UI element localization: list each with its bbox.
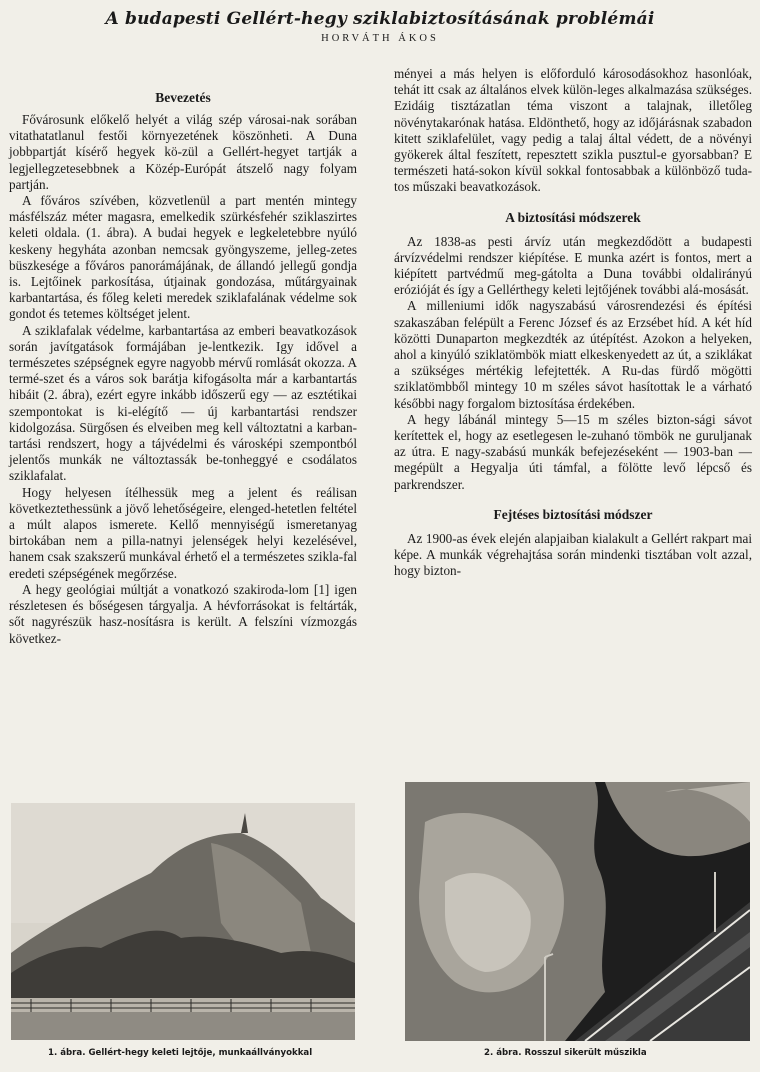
figure-1-caption: 1. ábra. Gellért-hegy keleti lejtője, munkaállványokkal [48, 1048, 313, 1058]
author-name: HORVÁTH ÁKOS [321, 33, 439, 44]
article-title: A budapesti Gellért-hegy sziklabiztosításának problémái [105, 9, 655, 29]
paragraph: A milleniumi idők nagyszabású városrendezési és építési szakaszában felépült a Ferenc József és az Erzsébet híd. A két híd közötti Dunaparton megkezdték az útépítést. Azokon a helyeken, ahol a kinyúló sziklatömbök miatt elkeskenyedett az út, a sziklákat a szükséges mértékig lefejtették. A Ru-das fürdő mögötti sziklatömbből mintegy 10 m széles sávot hasítottak le a várható későbbi nagy forgalom biztosítása érdekében. [394, 298, 752, 411]
section-heading-intro: Bevezetés [155, 90, 211, 105]
figure-2-photo [405, 782, 750, 1041]
right-column [394, 66, 752, 579]
paragraph-continued: ményei a más helyen is előforduló károsodásokhoz hasonlóak, tehát itt csak az általános elvek külön-leges alkalmazása szükséges. Ezidáig tisztázatlan téma viszont a talajnak, illetőleg növénytakarónak hatása. Eldönthető, hogy az időjárásnak szabadon kitett sziklafelület, vagy pedig a talaj által védett, de a növényi gyökerek által feszített, repesztett szikla pusztul-e gyorsabban? E természeti hatá-sokon kívül sokkal fontosabbak a különböző tuda-tos műszaki beavatkozások. [394, 66, 752, 195]
paragraph: A főváros szívében, közvetlenül a part mentén mintegy másfélszáz méter magasra, emelkedik szürkésfehér sziklaszirtes keleti oldala. (1. ábra). A budai hegyek e legkeletebbre nyúló keskeny hegyháta azonban nemcsak gyöngyszeme, jelleg-zetes büszkesége a főváros panorámájának, de állandó jellegű gondja is. Lejtőinek parkosítása, útjainak gondozása, műtárgyainak karbantartása, és főleg keleti meredek sziklafalának védelme sok gondot és tetemes költséget jelent. [9, 193, 357, 322]
left-column [9, 90, 357, 647]
paragraph: A hegy lábánál mintegy 5—15 m széles bizton-sági sávot kerítettek el, hogy az esetlegesen le-zuhanó tömbök ne guruljanak az útra. E nagy-szabású munkák befejezéseként — 1903-ban — megépült a Hegyalja úti támfal, a fölötte levő lépcső és parkrendszer. [394, 411, 752, 492]
figure-1-photo [11, 803, 355, 1040]
paragraph: A hegy geológiai múltját a vonatkozó szakiroda-lom [1] igen részletesen és bőségesen tárgyalja. A hévforrásokat is feltárták, sőt nagyrészük hasz-nosításra is került. A felszíni vízmozgás következ- [9, 581, 357, 646]
paragraph: Az 1838-as pesti árvíz után megkezdődött a budapesti árvízvédelmi rendszer kiépítése. E munka azért is fontos, mert a kiépített partvédmű meg-gátolta a Duna további oldalirányú erózióját és így a Gellérthegy keleti lejtőjének további alá-mosását. [394, 233, 752, 298]
section-heading-methods: A biztosítási módszerek [505, 209, 641, 225]
section-heading-excavation: Fejtéses biztosítási módszer [493, 506, 653, 522]
figure-2-caption: 2. ábra. Rosszul sikerült műszikla [484, 1048, 647, 1058]
paragraph: A sziklafalak védelme, karbantartása az emberi beavatkozások során javítgatások formájában je-lentkezik. Igy idővel a természetes szépségnek egyre nagyobb mérvű romlását okozza. A termé-szet és a város sok barátja kifogásolta már a karbantartás hibáit (2. ábra), ezért egyre inkább időszerű egy — az esztétikai szempontokat is ki-elégítő — új karbantartási rendszer kidolgozása. Sürgősen és elveiben meg kell változtatni a karban-tartási rendszert, hogy a tájvédelmi és városképi szempontból jelentős munkák ne változtassák be-tonheggyé e csodálatos sziklafalat. [9, 322, 357, 484]
paragraph: Hogy helyesen ítélhessük meg a jelent és reálisan következtethessünk a jövő lehetőségeire, elenged-hetetlen feltétel a múlt alapos ismerete. Kellő mennyiségű ismeretanyag birtokában nem a pilla-natnyi jelenségek helyi kezelésével, hanem csak szakszerű munkával érhető el a természetes szikla-fal eredeti szépségének megőrzése. [9, 484, 357, 581]
paragraph: Az 1900-as évek elején alapjaiban kialakult a Gellért rakpart mai képe. A munkák végrehajtása során mindenki tisztában volt azzal, hogy bizton- [394, 530, 752, 579]
paragraph: Fővárosunk előkelő helyét a világ szép városai-nak sorában vitathatatlanul festői környezetének köszönheti. A Duna jobbpartját kísérő hegyek kö-zül a Gellért-hegyet tartják a legjellegzetesebbnek a Közép-Európát átszelő nagy folyam partján. [9, 112, 357, 192]
